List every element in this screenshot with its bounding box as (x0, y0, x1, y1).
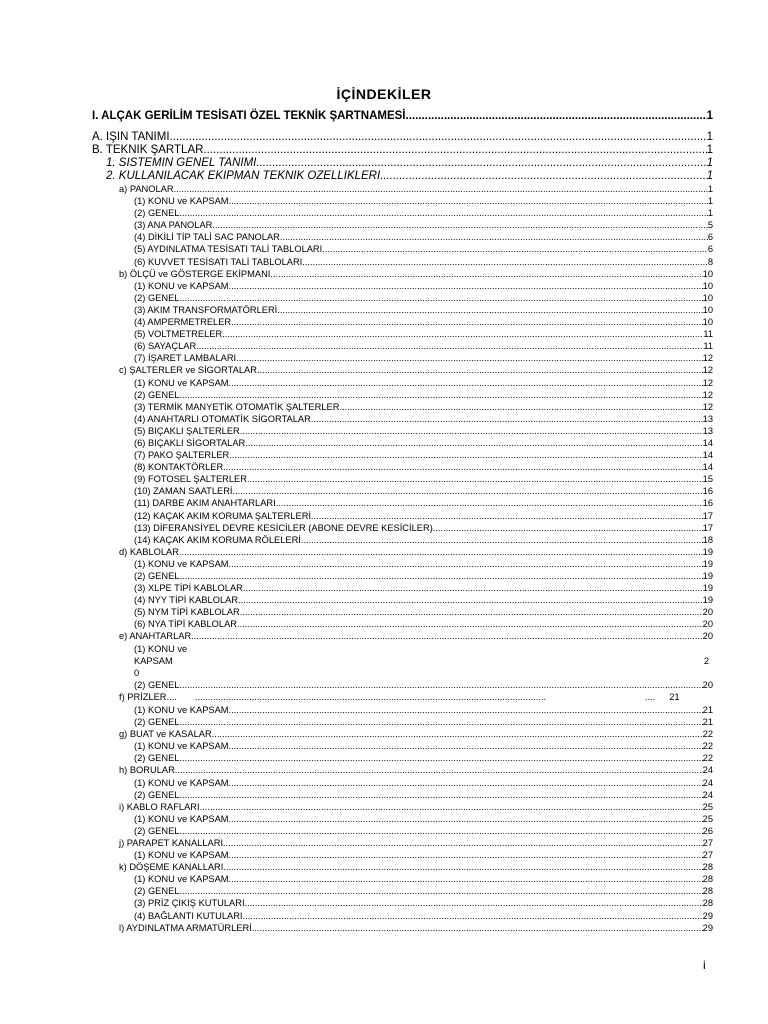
toc-entry-page: 18 (702, 534, 713, 545)
toc-entry-page: 15 (702, 474, 713, 485)
toc-entry-label: (14) KAÇAK AKIM KORUMA RÖLELERİ (134, 534, 301, 545)
toc-leader-dots (174, 183, 708, 195)
toc-leader-dots (276, 497, 703, 509)
toc-entry-label: (3) AKIM TRANSFORMATÖRLERİ (134, 304, 278, 315)
toc-entry[interactable] (92, 425, 713, 437)
table-of-contents (92, 108, 713, 934)
toc-entry-page: 27 (702, 837, 713, 848)
toc-leader-dots (196, 340, 703, 352)
toc-entry-label: (11) DARBE AKIM ANAHTARLARI (134, 498, 276, 509)
toc-entry[interactable] (92, 352, 713, 364)
toc-entry-page: 29 (702, 922, 713, 933)
toc-entry-label: (1) KONU ve KAPSAM (134, 850, 229, 861)
toc-entry-page: 28 (702, 874, 713, 885)
toc-entry-page: 12 (702, 353, 713, 364)
toc-leader-dots (229, 449, 702, 461)
toc-entry[interactable] (92, 522, 713, 534)
toc-entry-label: (2) GENEL (134, 389, 180, 400)
toc-leader-dots (195, 691, 635, 704)
toc-entry-label: 2. KULLANILACAK EKİPMAN TEKNİK ÖZELLİKLERİ (106, 170, 381, 182)
toc-entry-page: 24 (702, 789, 713, 800)
toc-leader-dots (231, 316, 703, 328)
toc-entry-page: 1 (706, 157, 713, 169)
toc-entry-page: 12 (702, 389, 713, 400)
toc-entry-page: 21 (702, 704, 713, 715)
toc-entry-page: 1 (706, 131, 713, 143)
toc-entry[interactable] (92, 594, 713, 606)
toc-entry[interactable] (92, 108, 713, 125)
toc-entry-label: a) PANOLAR (119, 184, 174, 194)
toc-entry-page: 0 (134, 667, 140, 678)
toc-leader-dots (191, 630, 703, 642)
toc-entry[interactable] (92, 364, 713, 376)
toc-entry-label: (4) AMPERMETRELER (134, 317, 232, 328)
toc-entry[interactable] (92, 534, 713, 546)
toc-entry[interactable] (92, 485, 713, 497)
toc-entry-page: 22 (702, 741, 713, 752)
toc-entry[interactable] (92, 497, 713, 509)
toc-entry-label: (3) PRİZ ÇIKIŞ KUTULARI (134, 898, 245, 909)
toc-entry-page: 16 (702, 498, 713, 509)
toc-leader-dots (245, 437, 702, 449)
toc-leader-dots (238, 594, 703, 606)
toc-entry[interactable] (92, 437, 713, 449)
toc-leader-dots (229, 377, 703, 389)
toc-leader-dots (212, 219, 707, 231)
toc-entry-label: k) DÖŞEME KANALLARI (119, 862, 224, 873)
toc-leader-dots (179, 389, 702, 401)
toc-entry-label: B. TEKNİK ŞARTLAR (92, 144, 204, 156)
toc-leader-dots (179, 825, 702, 837)
toc-entry-label: e) ANAHTARLAR (119, 631, 192, 642)
toc-entry-page: 14 (702, 437, 713, 448)
toc-leader-dots (252, 922, 703, 934)
toc-entry-label: (1) KONU ve KAPSAM (134, 777, 229, 788)
page-title: İÇİNDEKİLER (336, 86, 432, 102)
toc-entry-page: 19 (702, 558, 713, 569)
toc-leader-dots (179, 885, 702, 897)
toc-entry[interactable] (92, 558, 713, 570)
toc-entry-label: d) KABLOLAR (119, 546, 179, 557)
toc-entry-page: 10 (702, 317, 713, 328)
toc-entry-label: 1. SİSTEMİN GENEL TANIMI (106, 157, 257, 169)
toc-entry-page: 22 (702, 729, 713, 740)
toc-entry-label: (1) KONU ve KAPSAM (134, 813, 229, 824)
toc-leader-dots (229, 813, 703, 825)
toc-leader-dots (277, 304, 702, 316)
toc-block (92, 679, 713, 691)
toc-leader-dots (229, 873, 703, 885)
toc-entry[interactable] (92, 195, 713, 207)
toc-leader-dots (212, 728, 703, 740)
toc-entry-page: 2 (703, 655, 709, 666)
toc-entry-label: (4) ANAHTARLI OTOMATİK SİGORTALAR (134, 413, 311, 424)
toc-entry-label: b) ÖLÇÜ ve GÖSTERGE EKİPMANI (119, 268, 271, 279)
toc-entry-page: 13 (702, 413, 713, 424)
toc-entry-page: 28 (702, 898, 713, 909)
toc-entry-page: 10 (702, 280, 713, 291)
toc-entry[interactable] (92, 704, 713, 716)
toc-entry-page: 28 (702, 862, 713, 873)
toc-entry-page: 20 (702, 679, 713, 690)
toc-entry-label: (7) PAKO ŞALTERLER (134, 450, 230, 461)
toc-entry-label: (4) DİKİLİ TİP TALİ SAC PANOLAR (134, 232, 280, 243)
toc-entry[interactable] (92, 304, 713, 316)
toc-entry[interactable] (92, 546, 713, 558)
toc-leader-dots (179, 570, 702, 582)
toc-entry[interactable] (92, 328, 713, 340)
toc-entry[interactable] (92, 630, 713, 642)
toc-leader-dots (311, 413, 703, 425)
toc-entry-label: (4) NYY TİPİ KABLOLAR (134, 595, 239, 606)
toc-entry-page: 14 (702, 450, 713, 461)
toc-entry-label: (2) GENEL (134, 825, 180, 836)
toc-entry-label: f) PRİZLER.... (119, 691, 177, 702)
toc-entry[interactable] (92, 510, 713, 522)
toc-leader-dots (229, 777, 703, 789)
toc-leader-dots (223, 837, 703, 849)
toc-entry-label: I. ALÇAK GERİLİM TESİSATI ÖZEL TEKNİK ŞARTNAMESİ (92, 110, 406, 122)
toc-entry[interactable] (92, 389, 713, 401)
toc-entry[interactable] (92, 268, 713, 280)
toc-entry-page: 14 (702, 462, 713, 473)
toc-entry-page: 8 (707, 256, 713, 267)
toc-entry-label: (3) XLPE TİPİ KABLOLAR (134, 583, 243, 594)
toc-entry-label: (1) KONU ve KAPSAM (134, 558, 229, 569)
toc-entry-page: 1 (706, 110, 713, 122)
toc-leader-dots (237, 618, 703, 630)
toc-entry-label: c) ŞALTERLER ve SİGORTALAR (119, 365, 257, 376)
toc-entry-label: (4) BAĞLANTI KUTULARI (134, 910, 243, 921)
toc-leader-dots (179, 789, 702, 801)
toc-leader-dots (311, 510, 703, 522)
toc-entry[interactable] (92, 461, 713, 473)
toc-leader-dots (280, 231, 708, 243)
toc-entry[interactable] (92, 131, 713, 144)
toc-entry-page: 19 (702, 595, 713, 606)
toc-entry[interactable] (92, 801, 713, 813)
toc-entry[interactable] (92, 207, 713, 219)
toc-entry-label: (7) İŞARET LAMBALARI (134, 353, 237, 364)
toc-entry-page: 11 (703, 341, 713, 352)
toc-entry[interactable] (92, 183, 713, 195)
toc-entry-label: (5) VOLTMETRELER (134, 329, 223, 340)
toc-entry-page: 27 (702, 850, 713, 861)
toc-block (92, 704, 713, 934)
toc-entry[interactable] (92, 910, 713, 922)
toc-entry-label: (1) KONU ve KAPSAM (134, 196, 229, 207)
toc-entry[interactable] (92, 873, 713, 885)
toc-entry[interactable] (92, 316, 713, 328)
toc-entry-page: 25 (702, 813, 713, 824)
toc-entry-page: 29 (702, 910, 713, 921)
toc-entry-prizler[interactable] (92, 691, 713, 704)
toc-leader-dots (170, 131, 707, 144)
toc-entry[interactable] (92, 861, 713, 873)
toc-entry[interactable] (92, 849, 713, 861)
toc-entry[interactable] (92, 144, 713, 157)
toc-leader-dots (433, 522, 703, 534)
toc-leader-dots (240, 606, 703, 618)
toc-entry-label: (2) GENEL (134, 886, 180, 897)
toc-entry-label: A. İŞİN TANIMI (92, 131, 170, 143)
toc-entry-label: KAPSAM (134, 655, 173, 666)
toc-leader-dots (179, 716, 702, 728)
toc-entry-label: (2) GENEL (134, 717, 180, 728)
toc-leader-dots (179, 292, 702, 304)
toc-entry-page: 16 (702, 486, 713, 497)
toc-leader-dots (270, 268, 702, 280)
toc-entry[interactable] (92, 292, 713, 304)
toc-entry-page: 20 (702, 631, 713, 642)
toc-entry-label: (1) KONU ve KAPSAM (134, 280, 229, 291)
toc-entry[interactable] (92, 219, 713, 231)
toc-entry-label: (5) BIÇAKLI ŞALTERLER (134, 425, 240, 436)
toc-entry-label: (2) GENEL (134, 292, 180, 303)
toc-entry[interactable] (92, 473, 713, 485)
toc-entry-page: 20 (702, 607, 713, 618)
toc-entry-page: 19 (702, 571, 713, 581)
toc-entry-page: 12 (702, 401, 713, 412)
toc-entry-label: g) BUAT ve KASALAR (119, 729, 212, 740)
toc-entry-anahtarlar-konu[interactable] (92, 643, 713, 679)
toc-leader-dots (200, 801, 703, 813)
toc-entry-label: (2) GENEL (134, 679, 180, 690)
toc-entry-label: (5) NYM TİPİ KABLOLAR (134, 607, 240, 618)
toc-leader-dots (179, 752, 702, 764)
toc-entry-page: 6 (707, 232, 713, 243)
toc-entry[interactable] (92, 606, 713, 618)
toc-entry-page: 1 (707, 184, 713, 194)
toc-leader-dots (236, 352, 703, 364)
toc-entry-label: (1) KONU ve KAPSAM (134, 874, 229, 885)
toc-block (92, 108, 713, 643)
toc-leader-dots (233, 485, 703, 497)
toc-entry-label: (6) BIÇAKLI SİGORTALAR (134, 437, 246, 448)
toc-entry[interactable] (92, 789, 713, 801)
toc-entry-page: 13 (702, 425, 713, 436)
toc-entry-label: i) KABLO RAFLARI (119, 801, 200, 812)
toc-entry[interactable] (92, 922, 713, 934)
toc-entry-page: 17 (702, 510, 713, 521)
toc-leader-dots (179, 679, 702, 691)
toc-entry[interactable] (92, 582, 713, 594)
toc-entry[interactable] (92, 243, 713, 255)
toc-entry-label: (1) KONU ve KAPSAM (134, 377, 229, 388)
toc-leader-gap: .... (644, 691, 656, 702)
toc-entry[interactable] (92, 256, 713, 268)
toc-entry[interactable] (92, 728, 713, 740)
toc-leader-dots (406, 108, 707, 125)
toc-entry-label: (2) GENEL (134, 571, 180, 581)
toc-entry-label: (12) KAÇAK AKIM KORUMA ŞALTERLERİ (134, 510, 312, 521)
toc-entry-page: 10 (702, 268, 713, 279)
toc-leader-dots (257, 364, 703, 376)
toc-entry-page: 21 (702, 717, 713, 728)
toc-leader-dots (339, 401, 702, 413)
toc-leader-dots (222, 328, 703, 340)
toc-entry[interactable] (92, 813, 713, 825)
toc-entry-page: 26 (702, 825, 713, 836)
toc-entry-label: (1) KONU ve KAPSAM (134, 704, 229, 715)
toc-entry-label: (13) DİFERANSİYEL DEVRE KESİCİLER (ABONE DEVRE KESİCİLER) (134, 522, 433, 533)
toc-leader-dots (301, 534, 703, 546)
toc-entry-label: j) PARAPET KANALLARI (119, 837, 224, 848)
toc-entry-label: (10) ZAMAN SAATLERİ (134, 486, 233, 497)
toc-entry-label: (6) SAYAÇLAR (134, 341, 197, 352)
toc-entry-label: (9) FOTOSEL ŞALTERLER (134, 474, 247, 485)
toc-leader-dots (243, 582, 703, 594)
toc-entry[interactable] (92, 413, 713, 425)
toc-leader-dots (240, 425, 703, 437)
toc-entry-page: 6 (707, 244, 713, 255)
toc-leader-dots (245, 897, 703, 909)
toc-leader-dots (229, 740, 703, 752)
toc-leader-dots (229, 195, 708, 207)
toc-entry-label: l) AYDINLATMA ARMATÜRLERİ (119, 922, 252, 933)
toc-entry-page: 10 (702, 292, 713, 303)
toc-entry[interactable] (92, 570, 713, 582)
toc-entry-label: (2) GENEL (134, 789, 180, 800)
toc-leader-dots (223, 861, 702, 873)
toc-entry-page: 1 (706, 170, 713, 182)
toc-leader-dots (175, 764, 703, 776)
toc-leader-dots (247, 473, 703, 485)
toc-entry[interactable] (92, 764, 713, 776)
toc-entry[interactable] (92, 231, 713, 243)
toc-leader-dots (223, 461, 702, 473)
toc-leader-dots (229, 849, 703, 861)
toc-entry-page: 1 (706, 144, 713, 156)
toc-leader-dots (243, 910, 703, 922)
toc-entry[interactable] (92, 837, 713, 849)
toc-entry-page: 24 (702, 777, 713, 788)
toc-leader-dots (256, 157, 706, 170)
toc-entry-label: (2) GENEL (134, 208, 180, 219)
toc-entry[interactable] (92, 716, 713, 728)
toc-entry-label: (2) GENEL (134, 753, 180, 764)
toc-entry-page: 1 (707, 208, 713, 219)
toc-entry-page: 1 (707, 196, 713, 207)
toc-entry[interactable] (92, 825, 713, 837)
toc-entry[interactable] (92, 340, 713, 352)
toc-entry-page: 12 (702, 365, 713, 376)
toc-entry-page: 19 (702, 546, 713, 557)
toc-entry[interactable] (92, 618, 713, 630)
toc-leader-dots (380, 170, 706, 183)
toc-entry-page: 17 (702, 522, 713, 533)
toc-leader-dots (229, 280, 703, 292)
toc-entry-page: 5 (707, 220, 713, 231)
toc-entry[interactable] (92, 401, 713, 413)
toc-leader-dots (179, 207, 707, 219)
toc-entry[interactable] (92, 280, 713, 292)
toc-entry-label: h) BORULAR (119, 765, 175, 776)
toc-leader-dots (322, 243, 708, 255)
toc-entry-page: 28 (702, 886, 713, 897)
toc-entry-label: (1) KONU ve KAPSAM (134, 741, 229, 752)
toc-entry[interactable] (92, 740, 713, 752)
toc-entry[interactable] (92, 377, 713, 389)
toc-leader-dots (302, 256, 708, 268)
toc-entry[interactable] (92, 897, 713, 909)
toc-leader-dots (229, 558, 703, 570)
toc-entry-label: (3) TERMİK MANYETİK OTOMATİK ŞALTERLER (134, 401, 340, 412)
toc-entry-page: 19 (702, 583, 713, 594)
toc-entry-page: 12 (702, 377, 713, 388)
toc-entry[interactable] (92, 679, 713, 691)
toc-entry-page: 11 (703, 329, 713, 340)
toc-entry[interactable] (92, 885, 713, 897)
toc-leader-dots (229, 704, 703, 716)
toc-leader-dots (173, 655, 704, 667)
toc-entry-page: 10 (702, 304, 713, 315)
toc-entry-label: (1) KONU ve (134, 643, 188, 654)
toc-entry-page: 22 (702, 753, 713, 764)
toc-entry[interactable] (92, 170, 713, 183)
toc-entry-page: 21 (669, 691, 680, 702)
toc-entry-label: (8) KONTAKTÖRLER (134, 462, 224, 473)
toc-entry[interactable] (92, 449, 713, 461)
toc-entry-label: (3) ANA PANOLAR (134, 220, 213, 231)
toc-entry[interactable] (92, 752, 713, 764)
toc-entry-page: 20 (702, 619, 713, 630)
toc-entry-page: 24 (702, 765, 713, 776)
page-number-footer: i (703, 958, 706, 972)
toc-leader-dots (179, 546, 703, 558)
toc-leader-dots (203, 144, 706, 157)
toc-entry-label: (5) AYDINLATMA TESİSATI TALİ TABLOLARI (134, 244, 323, 255)
toc-entry-label: (6) KUVVET TESİSATI TALİ TABLOLARI (134, 256, 303, 267)
toc-entry[interactable] (92, 157, 713, 170)
toc-entry-label: (6) NYA TİPİ KABLOLAR (134, 619, 237, 630)
toc-entry-page: 25 (702, 801, 713, 812)
toc-entry[interactable] (92, 777, 713, 789)
